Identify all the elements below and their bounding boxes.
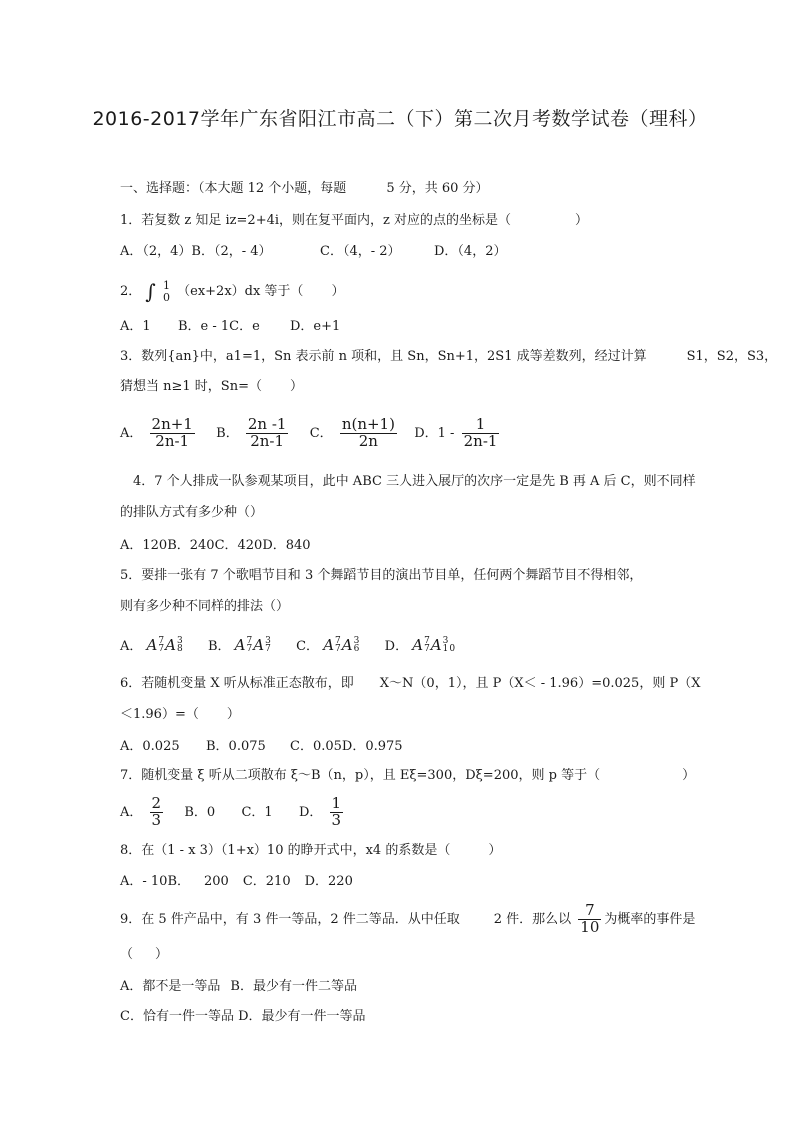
question-4-line1: 4．7 个人排成一队参观某项目，此中 ABC 三人进入展厅的次序一定是先 B 再 A 后 C，则不同样 <box>133 474 696 489</box>
q3-c-denominator: 2n <box>358 432 378 450</box>
q8-option-b-value: 200 <box>204 874 229 889</box>
question-3-line2 <box>120 378 303 396</box>
q3-option-a-label: A． <box>120 426 143 441</box>
question-9-stem <box>120 901 695 939</box>
q2-option-a: A．1 <box>120 319 151 334</box>
q3-option-c-fraction <box>340 417 397 450</box>
q3-stem-tail: S1，S2，S3， <box>686 349 778 364</box>
question-8-options <box>120 873 353 891</box>
q5-d-sub1: 7 <box>424 644 431 654</box>
q1-stem-text: 1．若复数 z 知足 iz=2+4i，则在复平面内，z 对应的点的坐标是（ <box>120 213 511 228</box>
integral-upper-limit: 1 <box>162 279 170 292</box>
q7-option-a-label: A． <box>120 805 143 820</box>
q1-close: ） <box>575 213 589 228</box>
q8-option-d: D．220 <box>304 874 353 889</box>
question-5-line2: 则有多少种不同样的排法（） <box>120 599 290 614</box>
q5-option-d-expression: A 7 7 A 3 10 <box>412 636 457 654</box>
q3-a-denominator: 2n-1 <box>155 432 190 450</box>
q3-option-d-fraction <box>462 417 500 450</box>
integral-lower-limit: 0 <box>162 290 170 304</box>
q3-line2-text: 猜想当 n≥1 时，Sn=（ <box>120 379 262 394</box>
q5-c-sup1: 7 <box>335 636 342 647</box>
question-1-options <box>120 243 506 261</box>
q2-expression: （ex+2x）dx 等于（ <box>177 284 304 300</box>
q5-c-sub1: 7 <box>335 644 342 654</box>
q7-a-numerator: 2 <box>151 794 162 813</box>
q3-option-b-label: B． <box>216 426 239 441</box>
q8-option-c: C．210 <box>242 874 291 889</box>
exam-title: 2016-2017学年广东省阳江市高二（下）第二次月考数学试卷（理科） <box>92 108 708 130</box>
question-4-line2: 的排队方式有多少种（） <box>120 505 264 520</box>
q3-a-numerator: 2n+1 <box>151 415 193 434</box>
question-2-options <box>120 318 340 336</box>
question-9-options-1 <box>120 978 357 996</box>
q3-b-numerator: 2n -1 <box>247 415 287 434</box>
question-6-line2 <box>120 706 240 724</box>
q3-b-denominator: 2n-1 <box>250 432 285 450</box>
q3-option-d-label: D．1 - <box>414 426 455 441</box>
q1-option-ab: A．（2，4）B．（2，- 4） <box>120 244 272 259</box>
question-9-line2 <box>120 946 168 964</box>
q1-option-d: D．（4，2） <box>434 244 507 259</box>
q7-close: ） <box>682 768 696 783</box>
q5-b-sup1: 7 <box>246 636 254 647</box>
q5-a-sup1: 7 <box>158 636 166 647</box>
q5-option-a-label: A． <box>120 639 143 654</box>
question-4-options: A．120B．240C．420D．840 <box>120 538 311 553</box>
q5-option-b-label: B． <box>207 639 231 654</box>
q6-line1-part-a: 6．若随机变量 X 听从标准正态散布，即 <box>120 676 354 691</box>
q5-option-c-label: C． <box>296 639 320 654</box>
q5-option-c-expression: A 7 7 A 3 6 <box>323 636 361 654</box>
q1-option-c: C．（4，- 2） <box>320 244 401 259</box>
q7-stem-text: 7．随机变量 ξ 听从二项散布 ξ～B（n，p），且 Eξ=300，Dξ=200，则 p 等于（ <box>120 768 601 783</box>
q5-b-sub1: 7 <box>246 644 254 654</box>
question-7-stem <box>120 767 695 785</box>
q5-d-sub2: 10 <box>442 644 457 654</box>
q5-c-sub2: 6 <box>353 644 361 654</box>
q7-d-denominator: 3 <box>331 811 342 829</box>
section-heading <box>120 180 489 198</box>
section-heading-text: 一、选择题：（本大题 12 个小题，每题 <box>120 181 347 196</box>
q6-close: ） <box>226 707 240 722</box>
integral-sign-icon: ∫ <box>145 279 156 304</box>
q7-option-c: C．1 <box>241 805 273 820</box>
q6-option-cd: C．0.05D．0.975 <box>290 739 403 754</box>
q6-line2-text: ＜1.96）=（ <box>120 707 199 722</box>
q3-stem-text: 3．数列{an}中，a1=1，Sn 表示前 n 项和，且 Sn，Sn+1，2S1 成等差数列，经过计算 <box>120 349 647 364</box>
q8-close: ） <box>488 843 502 858</box>
q2-close: ） <box>331 284 345 300</box>
q5-option-b-expression: A 7 7 A 3 7 <box>234 636 272 654</box>
q7-option-b: B．0 <box>184 805 216 820</box>
question-5-line1: 5．要排一张有 7 个歌唱节目和 3 个舞蹈节目的演出节目单，任何两个舞蹈节目不得相邻， <box>120 568 643 583</box>
q7-a-denominator: 3 <box>151 811 162 829</box>
q7-d-numerator: 1 <box>331 794 342 813</box>
question-3-options <box>120 412 502 456</box>
q5-b-sup2: 3 <box>265 636 272 647</box>
q5-b-sub2: 7 <box>265 644 272 654</box>
q6-option-b: B．0.075 <box>206 739 266 754</box>
question-1-stem <box>120 212 588 230</box>
q2-number: 2． <box>120 284 142 300</box>
q6-option-a: A．0.025 <box>120 739 180 754</box>
q9-stem-part-b: 2 件．那么以 <box>493 912 572 927</box>
q7-option-d-fraction <box>330 796 344 829</box>
q5-option-a-expression: A 7 7 A 3 8 <box>146 636 184 654</box>
q7-option-d-label: D． <box>298 805 323 820</box>
q2-option-bc: B．e - 1C．e <box>178 319 260 334</box>
question-6-options <box>120 738 403 756</box>
question-6-line1 <box>120 675 700 693</box>
q5-a-sup2: 3 <box>176 636 184 647</box>
q3-option-c-label: C． <box>309 426 333 441</box>
q8-option-ab: A．- 10B． <box>120 874 191 889</box>
question-3-stem <box>120 348 777 366</box>
question-7-options <box>120 794 346 832</box>
integral-limits <box>163 280 170 303</box>
q5-d-sup2: 3 <box>442 636 450 647</box>
q9-stem-part-a: 9．在 5 件产品中，有 3 件一等品，2 件二等品．从中任取 <box>120 912 460 927</box>
question-8-stem <box>120 842 501 860</box>
q9-fraction-numerator: 7 <box>578 903 601 920</box>
question-9-options-2: C．恰有一件一等品 D．最少有一件一等品 <box>120 1009 366 1024</box>
q3-option-b-fraction <box>246 417 289 450</box>
q9-probability-fraction <box>578 903 601 936</box>
question-5-options <box>120 630 456 662</box>
q7-option-a-fraction <box>150 796 164 829</box>
q5-a-sub2: 8 <box>176 644 184 654</box>
q3-c-numerator: n(n+1) <box>341 415 395 434</box>
q9-stem-part-c: 为概率的事件是 <box>604 912 696 927</box>
q9-option-a: A．都不是一等品 <box>120 979 221 994</box>
q9-option-b: B．最少有一件二等品 <box>230 979 357 994</box>
q5-c-sup2: 3 <box>353 636 361 647</box>
q3-close: ） <box>289 379 303 394</box>
q6-line1-part-b: X～N（0，1），且 P（X＜ - 1.96）=0.025，则 P（X <box>379 676 701 691</box>
q3-d-denominator: 2n-1 <box>463 432 498 450</box>
q8-stem-text: 8．在（1 - x 3）（1+x）10 的睁开式中，x4 的系数是（ <box>120 843 451 858</box>
q9-fraction-denominator: 10 <box>580 918 600 936</box>
q5-a-sub1: 7 <box>158 644 166 654</box>
q2-option-d: D．e+1 <box>290 319 341 334</box>
section-heading-tail: 5 分，共 60 分） <box>386 181 489 196</box>
q5-d-sup1: 7 <box>424 636 431 647</box>
q9-close: ） <box>155 947 169 962</box>
q3-d-numerator: 1 <box>462 417 500 434</box>
q5-option-d-label: D． <box>384 639 409 654</box>
question-2-stem <box>120 280 344 303</box>
q3-option-a-fraction <box>150 417 195 450</box>
q9-open-paren: （ <box>120 947 134 962</box>
